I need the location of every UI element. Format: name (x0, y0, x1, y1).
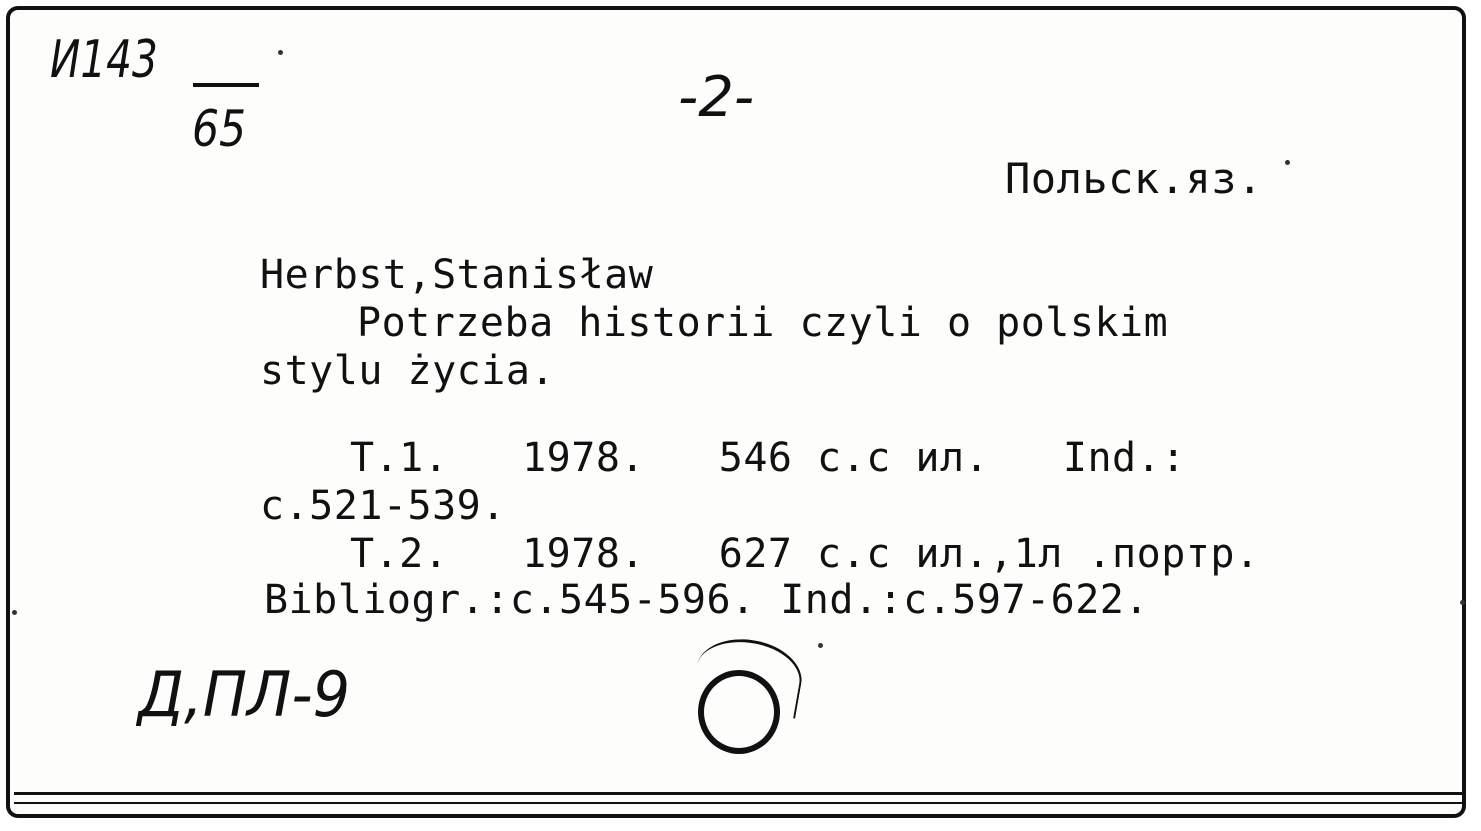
speck (1460, 600, 1465, 605)
volume-1-details: T.1. 1978. 546 c.c ил. Ind.: (350, 435, 1186, 481)
title-line-1: Potrzeba historii czyli o polskim (357, 300, 1169, 346)
speck (278, 50, 283, 55)
volume-2-details: T.2. 1978. 627 c.c ил.,1л .портр. (350, 531, 1260, 577)
title-line-2: stylu życia. (260, 348, 555, 394)
speck (1285, 160, 1290, 165)
volume-2-bibliography: Bibliogr.:c.545-596. Ind.:c.597-622. (264, 577, 1149, 623)
circle-stamp-icon (698, 670, 780, 754)
catalog-card (6, 6, 1466, 818)
bottom-rule-secondary (14, 802, 1466, 804)
location-code: Д,ПЛ-9 (138, 658, 351, 731)
bottom-rule (14, 792, 1466, 795)
author-name: Herbst,Stanisław (260, 252, 654, 298)
shelf-number-fraction-line (193, 83, 259, 87)
page-number: -2- (678, 65, 755, 130)
volume-1-index: c.521-539. (260, 483, 506, 529)
shelf-number: И143 (50, 30, 158, 90)
shelf-subnumber: 65 (192, 100, 247, 158)
speck (12, 610, 17, 615)
speck (818, 643, 823, 648)
subject-heading: Польск.яз. (1005, 154, 1263, 203)
